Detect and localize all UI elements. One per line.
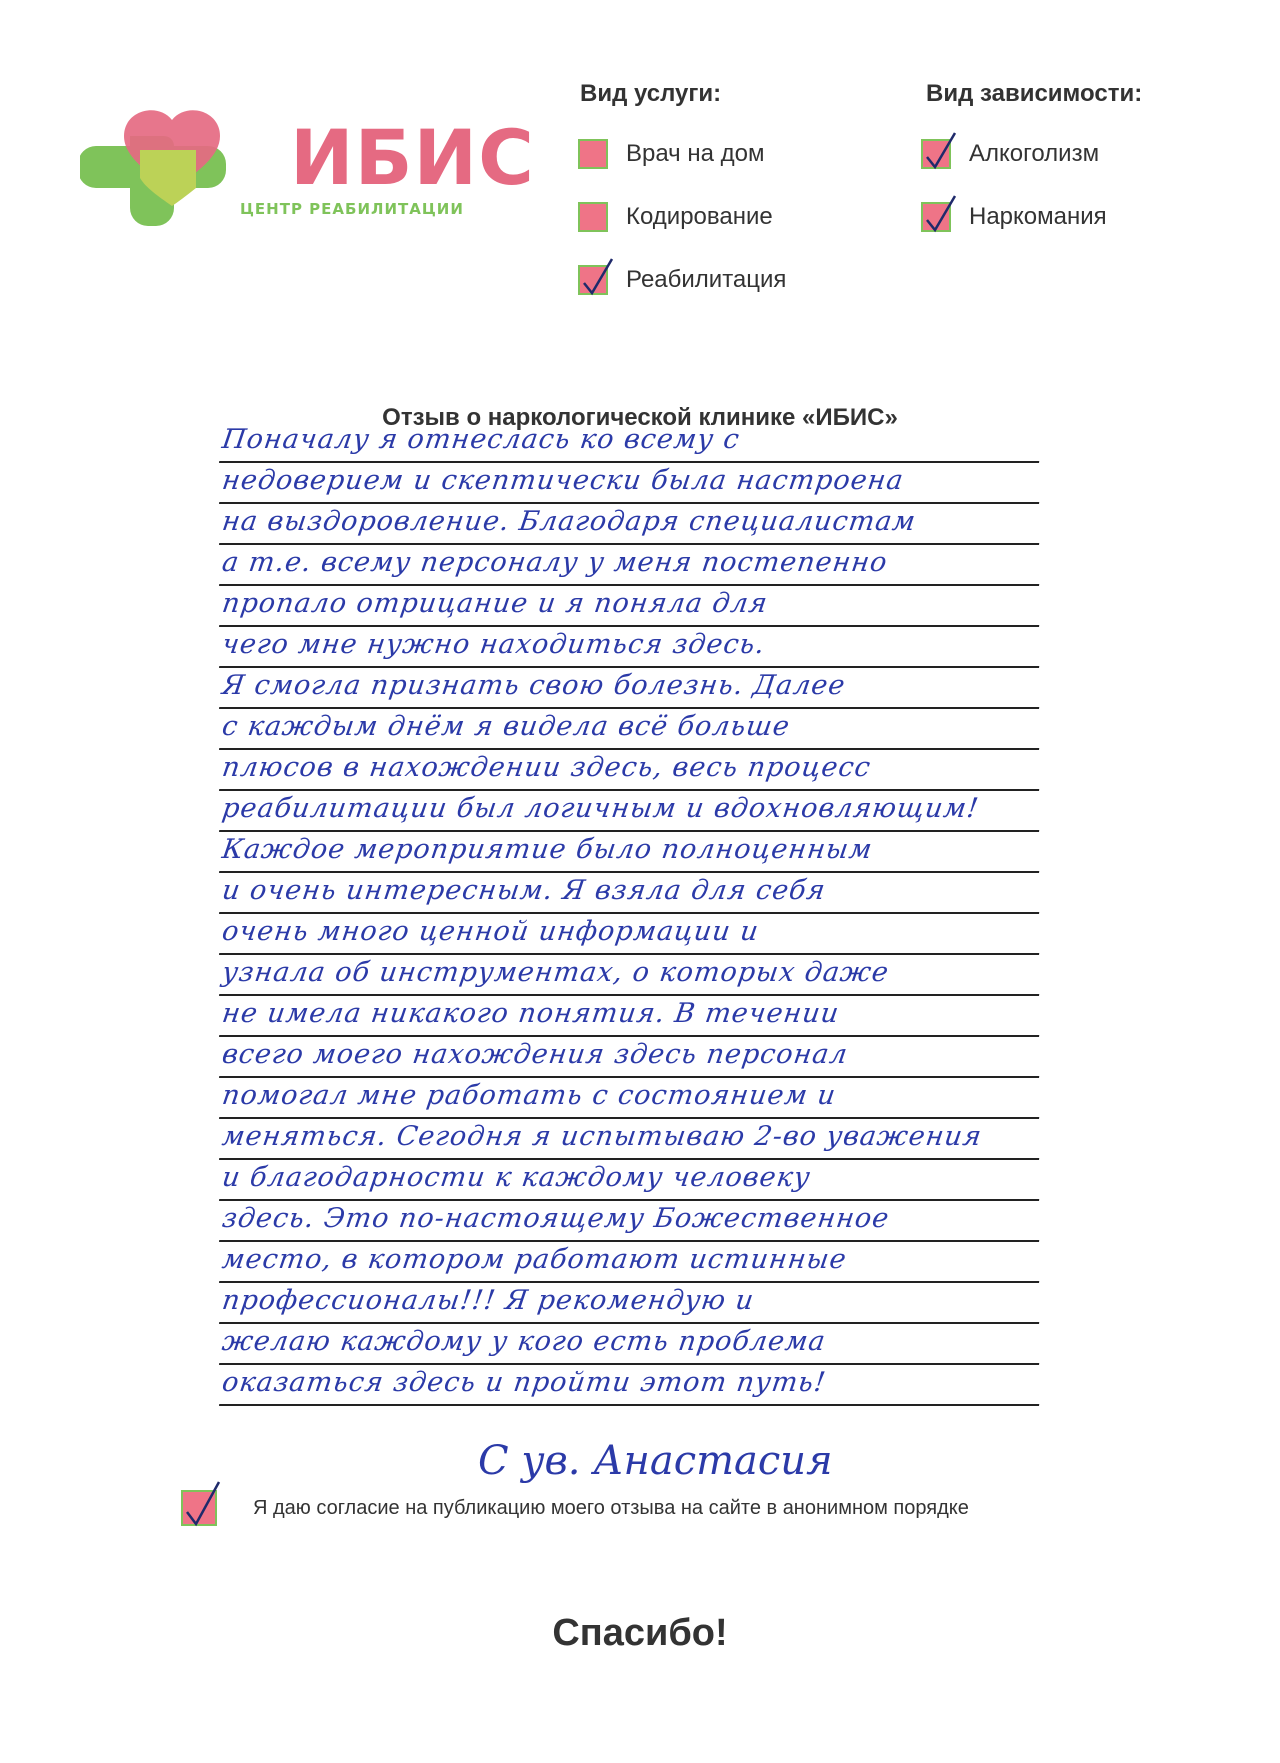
addiction-option-alcoholism[interactable] [921, 136, 1099, 172]
signature: С ув. Анастасия [478, 1438, 833, 1484]
service-option-label: Реабилитация [626, 266, 787, 293]
consent-text: Я даю согласие на публикацию моего отзыва на сайте в анонимном порядке [253, 1496, 969, 1519]
logo-cross-icon [80, 98, 260, 238]
review-line: Я смогла признать свою болезнь. Далее [219, 666, 1045, 709]
logo [80, 98, 535, 238]
review-line: не имела никакого понятия. В течении [219, 994, 1045, 1037]
review-line: и благодарности к каждому человеку [219, 1158, 1045, 1201]
checkbox-checked[interactable] [921, 202, 951, 232]
service-option-rehabilitation[interactable] [578, 262, 786, 298]
review-line: очень много ценной информации и [219, 912, 1045, 955]
review-line: всего моего нахождения здесь персонал [219, 1035, 1045, 1078]
review-line: оказаться здесь и пройти этот путь! [219, 1363, 1045, 1406]
checkmark-icon [181, 1478, 225, 1528]
checkbox[interactable] [578, 139, 608, 169]
addiction-option-label: Наркомания [969, 203, 1107, 230]
review-line: недоверием и скептически была настроена [219, 461, 1045, 504]
review-line: желаю каждому у кого есть проблема [219, 1322, 1045, 1365]
service-option-label: Врач на дом [626, 140, 765, 167]
review-line: узнала об инструментах, о которых даже [219, 953, 1045, 996]
review-line: помогал мне работать с состоянием и [219, 1076, 1045, 1119]
review-line: с каждым днём я видела всё больше [219, 707, 1045, 750]
review-line: на выздоровление. Благодаря специалистам [219, 502, 1045, 545]
consent-row[interactable] [181, 1490, 969, 1526]
review-line: меняться. Сегодня я испытываю 2-во уважения [219, 1117, 1045, 1160]
service-group-title: Вид услуги: [580, 80, 722, 107]
review-line: и очень интересным. Я взяла для себя [219, 871, 1045, 914]
checkbox-checked[interactable] [921, 139, 951, 169]
consent-checkbox[interactable] [181, 1490, 217, 1526]
addiction-group-title: Вид зависимости: [926, 80, 1143, 107]
addiction-option-label: Алкоголизм [969, 140, 1100, 167]
logo-subtitle: ЦЕНТР РЕАБИЛИТАЦИИ [240, 200, 464, 218]
review-line: место, в котором работают истинные [219, 1240, 1045, 1283]
checkbox-checked[interactable] [578, 265, 608, 295]
checkmark-icon [921, 127, 961, 171]
review-line: реабилитации был логичным и вдохновляющим! [219, 789, 1045, 832]
addiction-option-drug-addiction[interactable] [921, 199, 1107, 235]
service-option-label: Кодирование [626, 203, 773, 230]
thanks-text: Спасибо! [552, 1612, 728, 1654]
review-line: Каждое мероприятие было полноценным [219, 830, 1045, 873]
service-option-coding[interactable] [578, 199, 773, 235]
checkmark-icon [578, 253, 618, 297]
logo-name: ИБИС [290, 113, 535, 202]
review-line: Поначалу я отнеслась ко всему с [219, 420, 1045, 463]
checkbox[interactable] [578, 202, 608, 232]
checkmark-icon [921, 190, 961, 234]
review-line: профессионалы!!! Я рекомендую и [219, 1281, 1045, 1324]
review-line: а т.е. всему персоналу у меня постепенно [219, 543, 1045, 586]
review-line: плюсов в нахождении здесь, весь процесс [219, 748, 1045, 791]
review-line: здесь. Это по-настоящему Божественное [219, 1199, 1045, 1242]
review-line: пропало отрицание и я поняла для [219, 584, 1045, 627]
review-title: Отзыв о наркологической клинике «ИБИС» [382, 404, 898, 431]
service-option-home-doctor[interactable] [578, 136, 764, 172]
review-line: чего мне нужно находиться здесь. [219, 625, 1045, 668]
